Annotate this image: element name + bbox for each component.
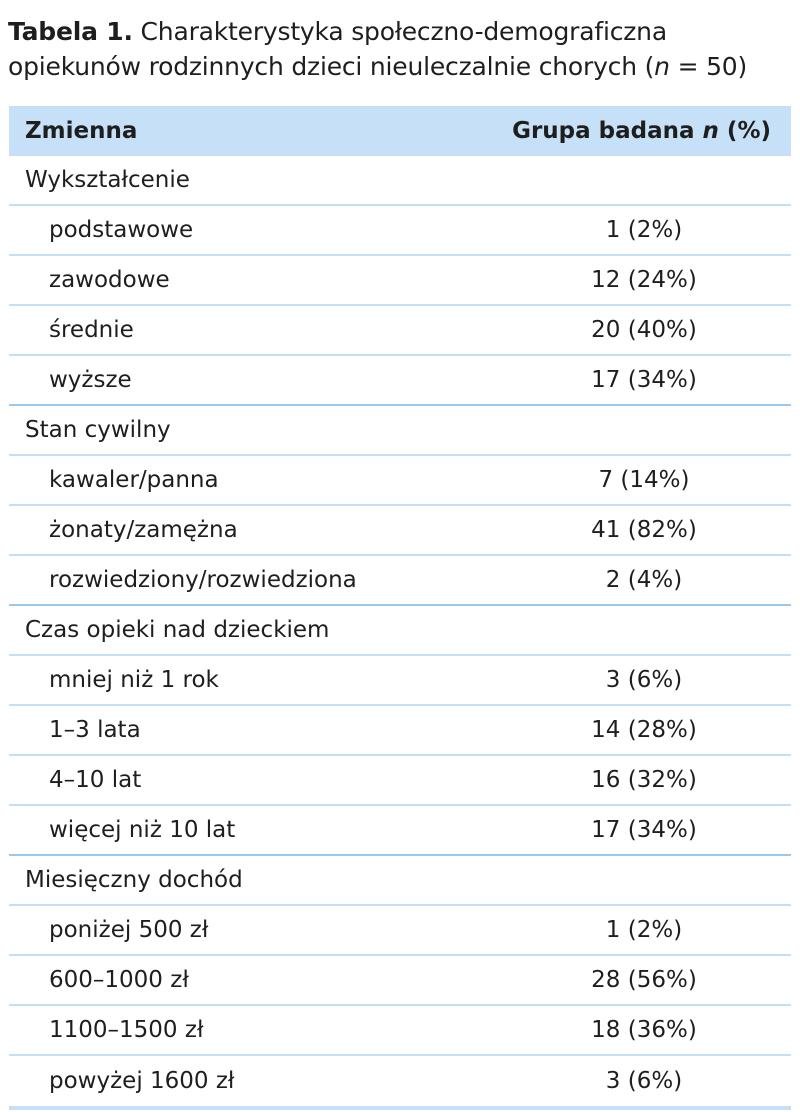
row-value: 2 (4%): [605, 567, 683, 593]
table-row: [9, 556, 791, 606]
table-row: [9, 206, 791, 256]
row-label: poniżej 500 zł: [49, 917, 209, 943]
table-row: [9, 256, 791, 306]
table-row: [9, 1006, 791, 1056]
table-header: [9, 106, 791, 156]
row-label: więcej niż 10 lat: [49, 817, 236, 843]
table-row: [9, 306, 791, 356]
caption-text: Charakterystyka społeczno-demograficzna opiekunów rodzinnych dzieci nieuleczalnie chorych (: [8, 17, 667, 81]
group-label: Miesięczny dochód: [25, 867, 243, 893]
table-row: [9, 506, 791, 556]
row-value: 1 (2%): [605, 217, 683, 243]
row-label: mniej niż 1 rok: [49, 667, 219, 693]
table-row-group-label: [9, 606, 791, 656]
row-value: 28 (56%): [591, 967, 697, 993]
row-value: 12 (24%): [591, 267, 697, 293]
row-value: 3 (6%): [605, 667, 683, 693]
row-label: 600–1000 zł: [49, 967, 189, 993]
header-group-suffix: (%): [718, 118, 771, 144]
row-label: zawodowe: [49, 267, 170, 293]
header-variable: Zmienna: [25, 118, 138, 144]
group-label: Czas opieki nad dzieckiem: [25, 617, 330, 643]
table-row: [9, 456, 791, 506]
table-row: [9, 706, 791, 756]
caption-label: Tabela 1.: [8, 17, 133, 46]
row-value: 41 (82%): [591, 517, 697, 543]
table-bottom-rule: [9, 1106, 791, 1110]
row-value: 14 (28%): [591, 717, 697, 743]
row-label: wyższe: [49, 367, 132, 393]
row-value: 17 (34%): [591, 817, 697, 843]
table-row: [9, 356, 791, 406]
table-caption: [8, 14, 792, 84]
row-value: 3 (6%): [605, 1068, 683, 1094]
row-label: żonaty/zamężna: [49, 517, 238, 543]
table-row: [9, 956, 791, 1006]
caption-n-symbol: n: [654, 52, 670, 81]
table-row-group-label: [9, 856, 791, 906]
row-label: kawaler/panna: [49, 467, 219, 493]
row-label: średnie: [49, 317, 134, 343]
table-row: [9, 1056, 791, 1106]
table-row-group-label: [9, 406, 791, 456]
table-row-group-label: [9, 156, 791, 206]
table-row: [9, 656, 791, 706]
table-row: [9, 756, 791, 806]
table-row: [9, 906, 791, 956]
row-value: 20 (40%): [591, 317, 697, 343]
header-group: [512, 118, 771, 144]
row-value: 7 (14%): [598, 467, 690, 493]
header-group-n: n: [702, 118, 719, 144]
row-value: 16 (32%): [591, 767, 697, 793]
row-label: 1100–1500 zł: [49, 1017, 204, 1043]
row-value: 17 (34%): [591, 367, 697, 393]
row-label: powyżej 1600 zł: [49, 1068, 235, 1094]
row-value: 18 (36%): [591, 1017, 697, 1043]
row-label: 4–10 lat: [49, 767, 142, 793]
caption-text-end: = 50): [669, 52, 748, 81]
row-label: 1–3 lata: [49, 717, 141, 743]
table-row: [9, 806, 791, 856]
row-label: rozwiedziony/rozwiedziona: [49, 567, 357, 593]
group-label: Wykształcenie: [25, 167, 190, 193]
row-label: podstawowe: [49, 217, 194, 243]
header-group-prefix: Grupa badana: [512, 118, 703, 144]
group-label: Stan cywilny: [25, 417, 171, 443]
row-value: 1 (2%): [605, 917, 683, 943]
demographics-table: [9, 106, 791, 1110]
